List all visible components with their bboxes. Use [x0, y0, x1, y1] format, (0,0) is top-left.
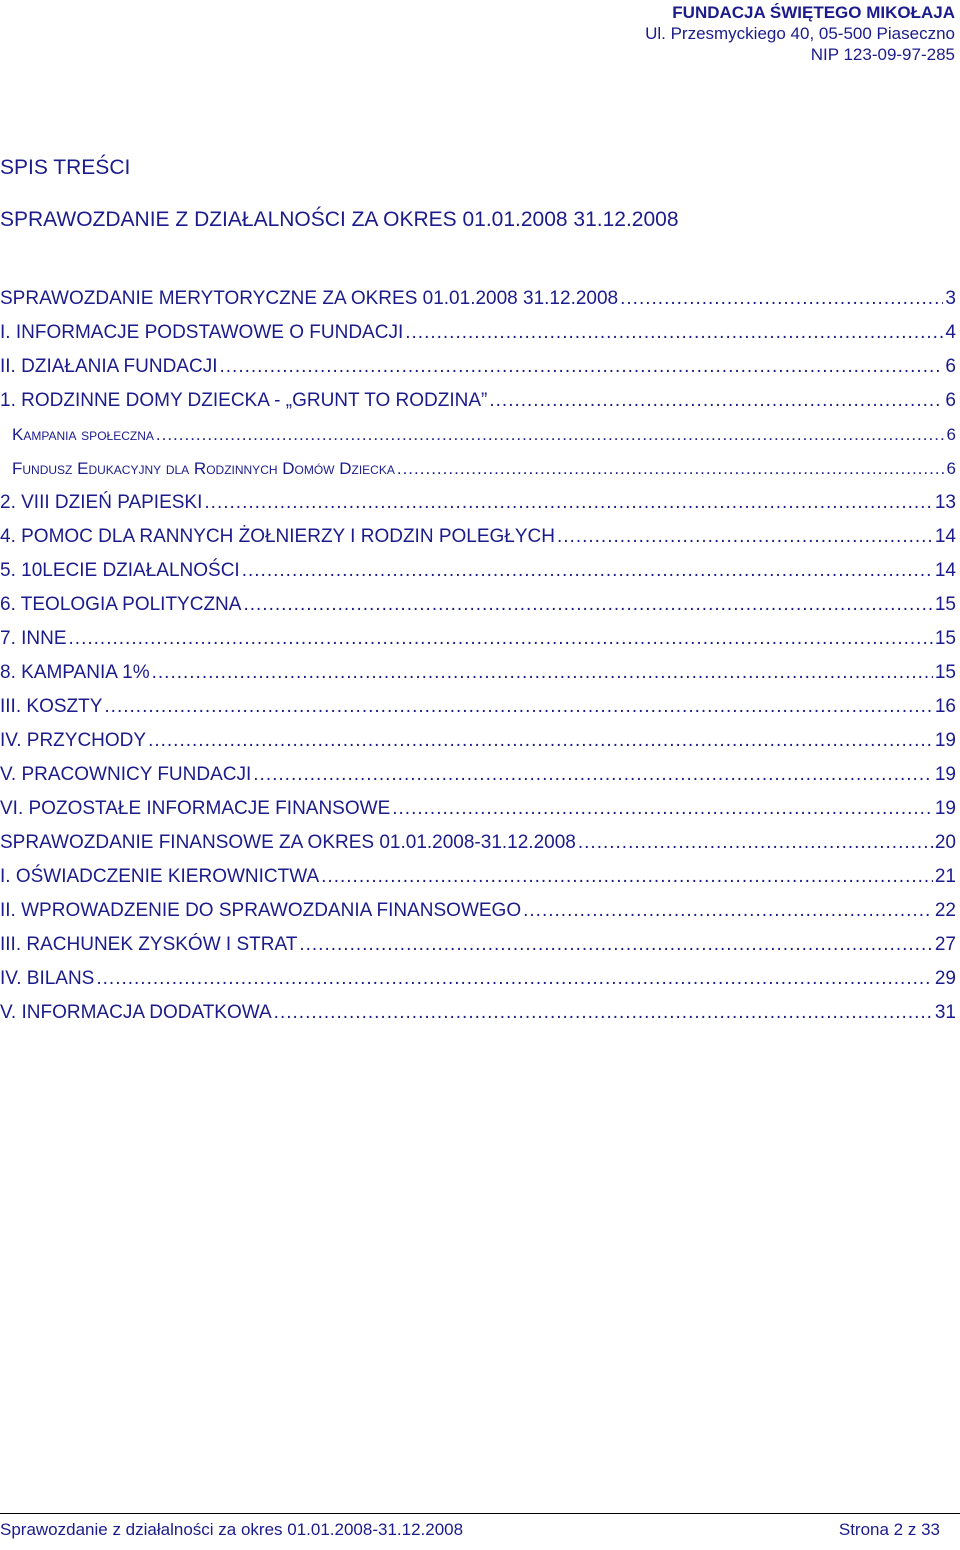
toc-dot-leader — [557, 520, 933, 554]
toc-dot-leader — [219, 350, 943, 384]
toc-dot-leader — [620, 282, 943, 316]
toc-entry-label: VI. POZOSTAŁE INFORMACJE FINANSOWE — [0, 798, 391, 819]
toc-entry-label: SPRAWOZDANIE FINANSOWE ZA OKRES 01.01.2008-31.12.2008 — [0, 832, 576, 853]
toc-entry-page: 4 — [945, 322, 956, 343]
toc-entry-page: 19 — [934, 730, 956, 751]
toc-dot-leader — [392, 792, 933, 826]
toc-entry-page: 6 — [946, 425, 956, 444]
toc-dot-leader — [321, 860, 933, 894]
toc-entry[interactable] — [0, 758, 956, 792]
toc-entry-label: 4. POMOC DLA RANNYCH ŻOŁNIERZY I RODZIN POLEGŁYCH — [0, 526, 555, 547]
toc-dot-leader — [405, 316, 943, 350]
toc-entry[interactable] — [0, 452, 956, 486]
toc-entry-label: 2. VIII DZIEŃ PAPIESKI — [0, 492, 203, 513]
toc-entry-label: 7. INNE — [0, 628, 67, 649]
toc-entry-page: 20 — [934, 832, 956, 853]
table-of-contents — [0, 282, 956, 1030]
toc-entry[interactable] — [0, 656, 956, 690]
toc-entry-page: 15 — [934, 594, 956, 615]
toc-entry-page: 31 — [934, 1002, 956, 1023]
toc-entry[interactable] — [0, 316, 956, 350]
organization-name: FUNDACJA ŚWIĘTEGO MIKOŁAJA — [672, 3, 955, 22]
toc-entry[interactable] — [0, 724, 956, 758]
toc-entry[interactable] — [0, 928, 956, 962]
toc-entry-label: II. DZIAŁANIA FUNDACJI — [0, 356, 218, 377]
toc-entry-label: V. INFORMACJA DODATKOWA — [0, 1002, 272, 1023]
toc-dot-leader — [274, 996, 933, 1030]
toc-dot-leader — [242, 554, 933, 588]
toc-entry-label: IV. BILANS — [0, 968, 95, 989]
page-header — [645, 2, 955, 65]
toc-dot-leader — [104, 690, 932, 724]
toc-entry[interactable] — [0, 792, 956, 826]
toc-entry-page: 21 — [934, 866, 956, 887]
toc-entry-page: 19 — [934, 798, 956, 819]
toc-entry-label: Fundusz Edukacyjny dla Rodzinnych Domów Dziecka — [12, 459, 395, 478]
toc-entry[interactable] — [0, 588, 956, 622]
toc-dot-leader — [397, 452, 945, 486]
toc-entry[interactable] — [0, 996, 956, 1030]
toc-entry-label: I. INFORMACJE PODSTAWOWE O FUNDACJI — [0, 322, 404, 343]
toc-entry-label: I. OŚWIADCZENIE KIEROWNICTWA — [0, 866, 320, 887]
toc-entry-label: 8. KAMPANIA 1% — [0, 662, 150, 683]
toc-entry-page: 15 — [934, 662, 956, 683]
toc-entry-label: 6. TEOLOGIA POLITYCZNA — [0, 594, 242, 615]
toc-entry-page: 6 — [946, 459, 956, 478]
toc-entry[interactable] — [0, 520, 956, 554]
toc-dot-leader — [253, 758, 933, 792]
footer-document-name: Sprawozdanie z działalności za okres 01.01.2008-31.12.2008 — [0, 1520, 464, 1539]
toc-entry[interactable] — [0, 418, 956, 452]
toc-dot-leader — [156, 418, 945, 452]
toc-entry-page: 27 — [934, 934, 956, 955]
toc-entry-page: 14 — [934, 560, 956, 581]
organization-address: Ul. Przesmyckiego 40, 05-500 Piaseczno — [645, 24, 955, 43]
toc-entry[interactable] — [0, 622, 956, 656]
toc-entry-label: III. KOSZTY — [0, 696, 103, 717]
toc-entry-page: 16 — [934, 696, 956, 717]
page-footer — [0, 1513, 960, 1546]
toc-entry-label: III. RACHUNEK ZYSKÓW I STRAT — [0, 934, 298, 955]
toc-dot-leader — [578, 826, 933, 860]
toc-dot-leader — [69, 622, 933, 656]
toc-entry-page: 13 — [934, 492, 956, 513]
toc-entry-label: IV. PRZYCHODY — [0, 730, 147, 751]
toc-entry[interactable] — [0, 554, 956, 588]
toc-entry-label: Kampania społeczna — [12, 425, 154, 444]
toc-entry-label: II. WPROWADZENIE DO SPRAWOZDANIA FINANSOWEGO — [0, 900, 522, 921]
toc-dot-leader — [489, 384, 943, 418]
toc-dot-leader — [152, 656, 933, 690]
toc-entry-page: 6 — [945, 390, 956, 411]
footer-page-number: Strona 2 z 33 — [838, 1520, 940, 1539]
toc-entry-label: SPRAWOZDANIE MERYTORYCZNE ZA OKRES 01.01.2008 31.12.2008 — [0, 288, 619, 309]
toc-entry[interactable] — [0, 486, 956, 520]
toc-entry-page: 19 — [934, 764, 956, 785]
toc-entry[interactable] — [0, 962, 956, 996]
document-title: SPRAWOZDANIE Z DZIAŁALNOŚCI ZA OKRES 01.01.2008 31.12.2008 — [0, 208, 679, 231]
toc-dot-leader — [243, 588, 932, 622]
toc-entry[interactable] — [0, 282, 956, 316]
toc-dot-leader — [96, 962, 933, 996]
toc-entry[interactable] — [0, 690, 956, 724]
toc-entry-page: 29 — [934, 968, 956, 989]
toc-dot-leader — [148, 724, 933, 758]
toc-entry-page: 14 — [934, 526, 956, 547]
toc-entry-page: 3 — [945, 288, 956, 309]
toc-entry-page: 15 — [934, 628, 956, 649]
organization-nip: NIP 123-09-97-285 — [810, 45, 955, 64]
toc-entry[interactable] — [0, 894, 956, 928]
toc-entry[interactable] — [0, 860, 956, 894]
toc-entry-page: 22 — [934, 900, 956, 921]
toc-dot-leader — [299, 928, 933, 962]
toc-title: SPIS TREŚCI — [0, 156, 131, 179]
toc-entry[interactable] — [0, 826, 956, 860]
toc-entry[interactable] — [0, 350, 956, 384]
toc-entry-label: 5. 10LECIE DZIAŁALNOŚCI — [0, 560, 240, 581]
toc-entry-label: 1. RODZINNE DOMY DZIECKA - „GRUNT TO RODZINA” — [0, 390, 488, 411]
toc-entry[interactable] — [0, 384, 956, 418]
toc-entry-label: V. PRACOWNICY FUNDACJI — [0, 764, 252, 785]
toc-entry-page: 6 — [945, 356, 956, 377]
toc-dot-leader — [204, 486, 932, 520]
toc-dot-leader — [523, 894, 933, 928]
